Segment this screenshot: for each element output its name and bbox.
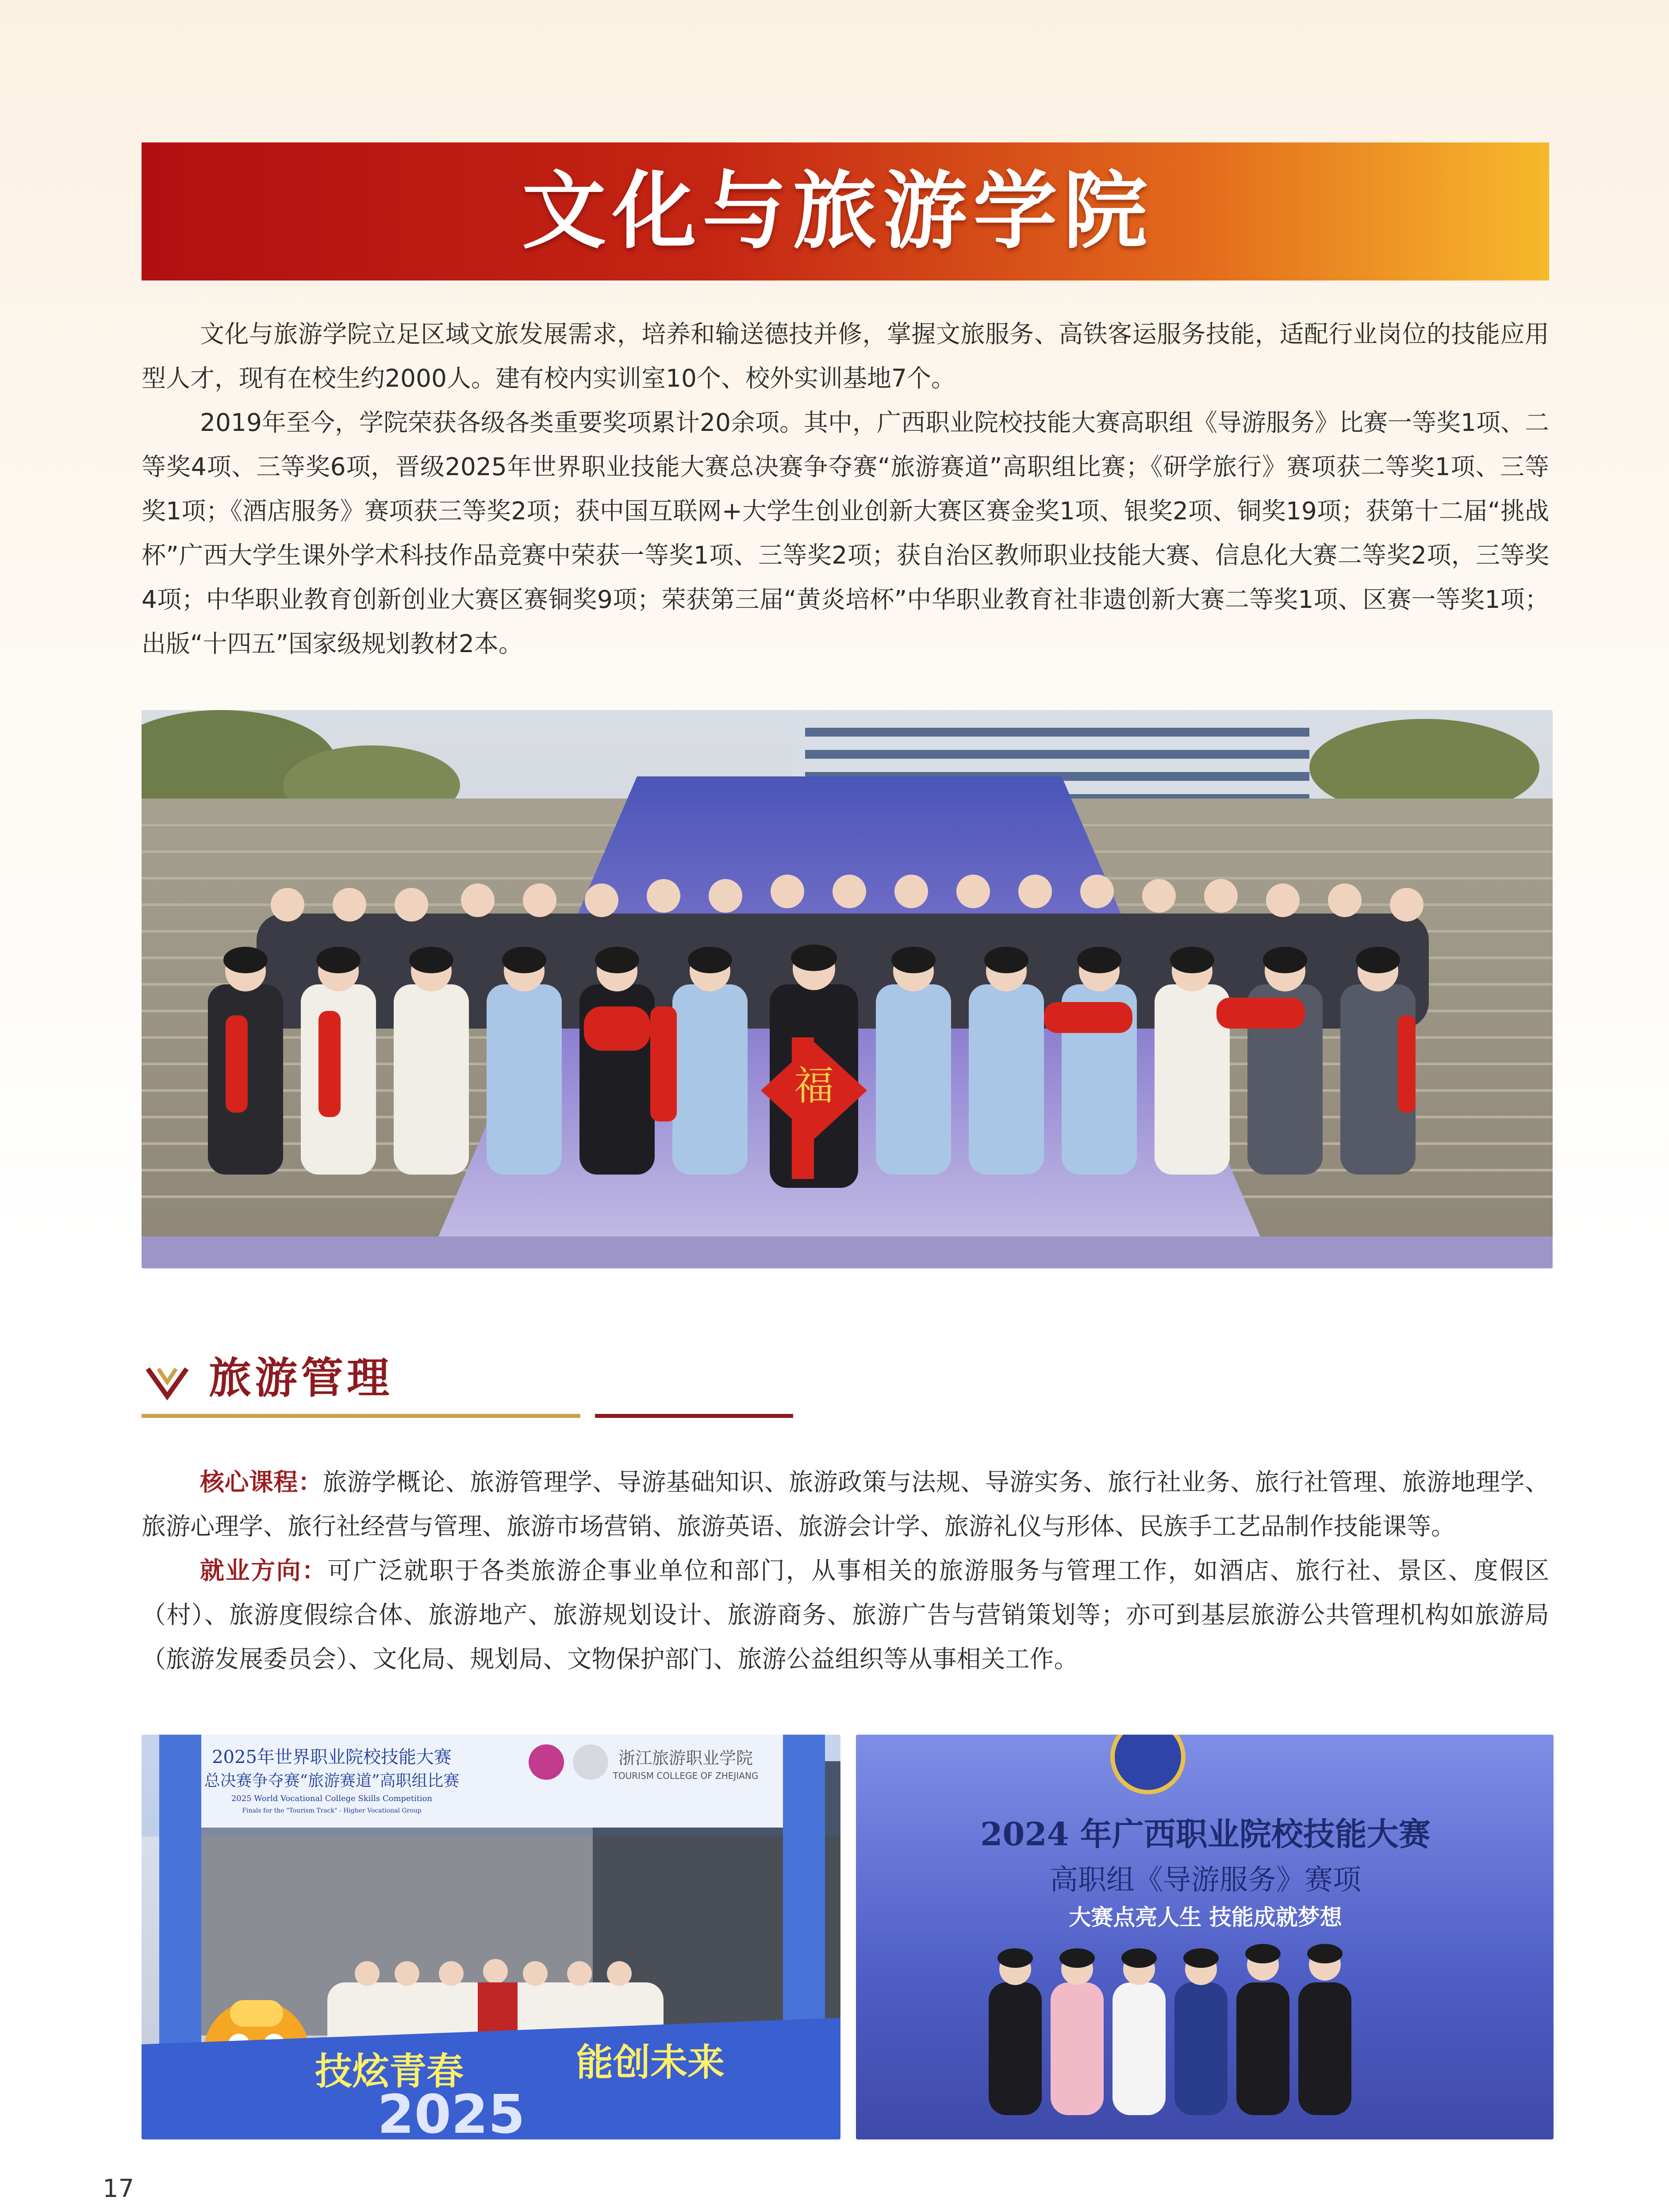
competition-photo-right xyxy=(856,1735,1554,2139)
photo-left-slogan1: 技炫青春 xyxy=(315,2049,464,2093)
employment-paragraph xyxy=(142,1548,1549,1681)
core-courses-paragraph xyxy=(142,1460,1549,1548)
group-photo-image xyxy=(142,710,1553,1268)
competition-photo-left xyxy=(142,1735,840,2139)
photo-right-line1: 2024 年广西职业院校技能大赛 xyxy=(980,1815,1431,1853)
photo-right-line3: 大赛点亮人生 技能成就梦想 xyxy=(1069,1904,1342,1930)
photo-right-line2: 高职组《导游服务》赛项 xyxy=(1050,1864,1361,1897)
page-title: 文化与旅游学院 xyxy=(522,162,1154,260)
photo-left-line3: 2025 World Vocational College Skills Competition xyxy=(231,1794,433,1803)
intro-text xyxy=(142,312,1549,666)
section-title: 旅游管理 xyxy=(209,1353,393,1403)
photo-left-logo-en: TOURISM COLLEGE OF ZHEJIANG xyxy=(613,1770,759,1781)
photo-left-year: 2025 xyxy=(377,2084,525,2139)
core-courses-label: 核心课程： xyxy=(200,1468,323,1496)
section-heading xyxy=(142,1345,796,1425)
employment-text: 可广泛就职于各类旅游企事业单位和部门，从事相关的旅游服务与管理工作，如酒店、旅行社、景区、度假区（村）、旅游度假综合体、旅游地产、旅游规划设计、旅游商务、旅游广告与营销策划等；亦可到基层旅游公共管理机构如旅游局（旅游发展委员会）、文化局、规划局、文物保护部门、旅游公益组织等从事相关工作。 xyxy=(142,1556,1549,1673)
photo-left-line2: 总决赛争夺赛“旅游赛道”高职组比赛 xyxy=(204,1772,460,1790)
group-photo xyxy=(142,710,1553,1268)
employment-label: 就业方向： xyxy=(200,1556,327,1585)
photo-left-logo-cn: 浙江旅游职业学院 xyxy=(618,1748,753,1768)
section-divider-red xyxy=(595,1414,793,1418)
svg-text:福: 福 xyxy=(794,1063,834,1109)
double-chevron-icon xyxy=(145,1363,189,1402)
core-courses-text: 旅游学概论、旅游管理学、导游基础知识、旅游政策与法规、导游实务、旅行社业务、旅行社管理、旅游地理学、旅游心理学、旅行社经营与管理、旅游市场营销、旅游英语、旅游会计学、旅游礼仪与形体、民族手工艺品制作技能课等。 xyxy=(142,1468,1549,1540)
photo-left-line4: Finals for the "Tourism Track" - Higher Vocational Group xyxy=(242,1807,422,1814)
photo-left-line1: 2025年世界职业院校技能大赛 xyxy=(212,1747,452,1767)
competition-photo-right-image xyxy=(856,1735,1554,2139)
page-number: 17 xyxy=(103,2174,134,2203)
photo-left-slogan2: 能创未来 xyxy=(576,2040,725,2084)
intro-paragraph-2: 2019年至今，学院荣获各级各类重要奖项累计20余项。其中，广西职业院校技能大赛高职组《导游服务》比赛一等奖1项、二等奖4项、三等奖6项，晋级2025年世界职业技能大赛总决赛争夺赛“旅游赛道”高职组比赛；《研学旅行》赛项获二等奖1项、三等奖1项；《酒店服务》赛项获三等奖2项；获中国互联网+大学生创业创新大赛区赛金奖1项、银奖2项、铜奖19项；获第十二届“挑战杯”广西大学生课外学术科技作品竞赛中荣获一等奖1项、三等奖2项；获自治区教师职业技能大赛、信息化大赛二等奖2项，三等奖4项；中华职业教育创新创业大赛区赛铜奖9项；荣获第三届“黄炎培杯”中华职业教育社非遗创新大赛二等奖1项、区赛一等奖1项；出版“十四五”国家级规划教材2本。 xyxy=(142,408,1549,658)
title-banner xyxy=(142,142,1549,280)
section-body xyxy=(142,1460,1549,1681)
competition-photo-left-image xyxy=(142,1735,840,2139)
intro-paragraph-1: 文化与旅游学院立足区域文旅发展需求，培养和输送德技并修，掌握文旅服务、高铁客运服务技能，适配行业岗位的技能应用型人才，现有在校生约2000人。建有校内实训室10个、校外实训基地7个。 xyxy=(142,320,1549,392)
section-divider-gold xyxy=(142,1414,580,1418)
